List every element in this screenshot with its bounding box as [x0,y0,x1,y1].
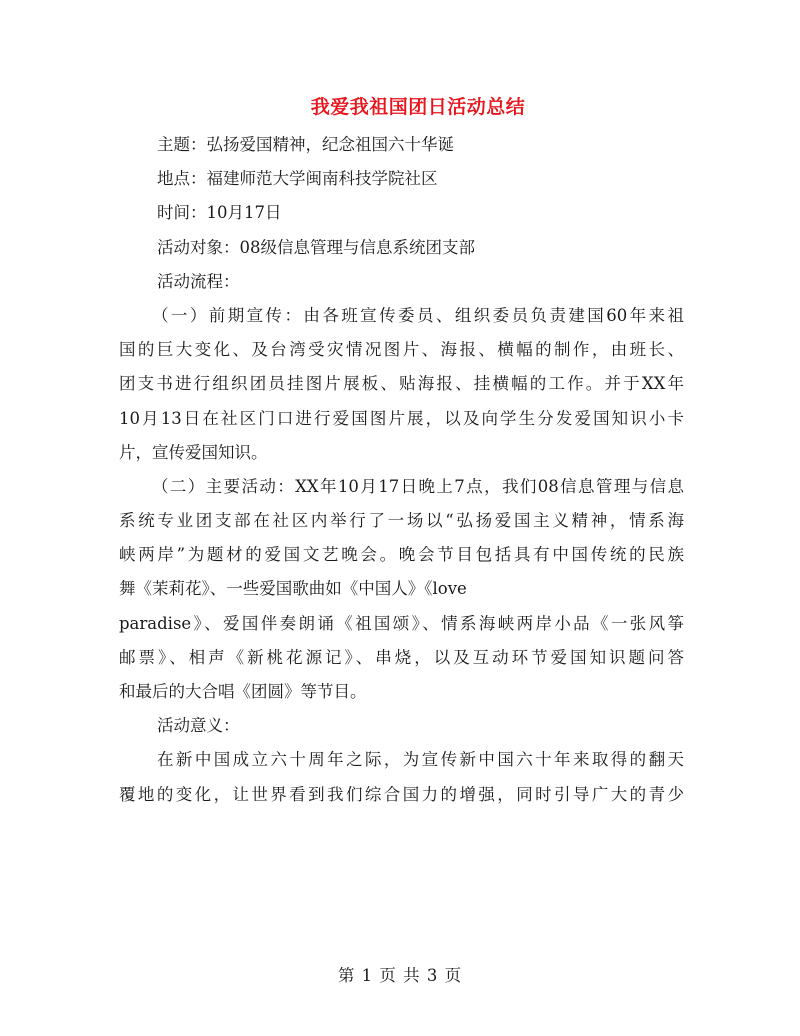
section2-line: 舞《茉莉花》、一些爱国歌曲如《中国人》《love [119,579,467,599]
section1-line: （一）前期宣传：由各班宣传委员、组织委员负责建国60年来祖 [152,305,684,325]
document-body [119,128,684,812]
section2-line: 系统专业团支部在社区内举行了一场以“弘扬爱国主义精神，情系海 [119,511,684,531]
section2-line: 和最后的大合唱《团圆》等节目。 [119,682,367,701]
time-line: 时间：10月17日 [157,203,282,223]
section2-line: 峡两岸”为题材的爱国文艺晚会。晚会节目包括具有中国传统的民族 [119,545,684,565]
significance-line: 覆地的变化，让世界看到我们综合国力的增强，同时引导广大的青少 [119,784,684,804]
section2-line: 邮票》、相声《新桃花源记》、串烧，以及互动环节爱国知识题问答 [119,647,684,667]
section1-line: 片，宣传爱国知识。 [119,442,268,462]
page-number-footer: 第 1 页 共 3 页 [337,966,463,985]
theme-line: 主题：弘扬爱国精神，纪念祖国六十华诞 [157,135,454,154]
section1-line: 国的巨大变化、及台湾受灾情况图片、海报、横幅的制作，由班长、 [119,340,684,360]
section1-line: 10月13日在社区门口进行爱国图片展，以及向学生分发爱国知识小卡 [119,408,684,428]
process-heading: 活动流程： [157,271,240,291]
document-title: 我爱我祖国团日活动总结 [310,96,526,118]
target-line: 活动对象：08级信息管理与信息系统团支部 [157,237,475,257]
location-line: 地点：福建师范大学闽南科技学院社区 [157,169,438,189]
section2-line: （二）主要活动：XX年10月17日晚上7点，我们08信息管理与信息 [152,476,684,496]
significance-heading: 活动意义： [157,716,240,736]
significance-line: 在新中国成立六十周年之际，为宣传新中国六十年来取得的翻天 [157,750,684,770]
section1-line: 团支书进行组织团员挂图片展板、贴海报、挂横幅的工作。并于XX年 [119,374,684,394]
section2-line: paradise》、爱国伴奏朗诵《祖国颂》、情系海峡两岸小品《一张风筝 [119,613,684,633]
